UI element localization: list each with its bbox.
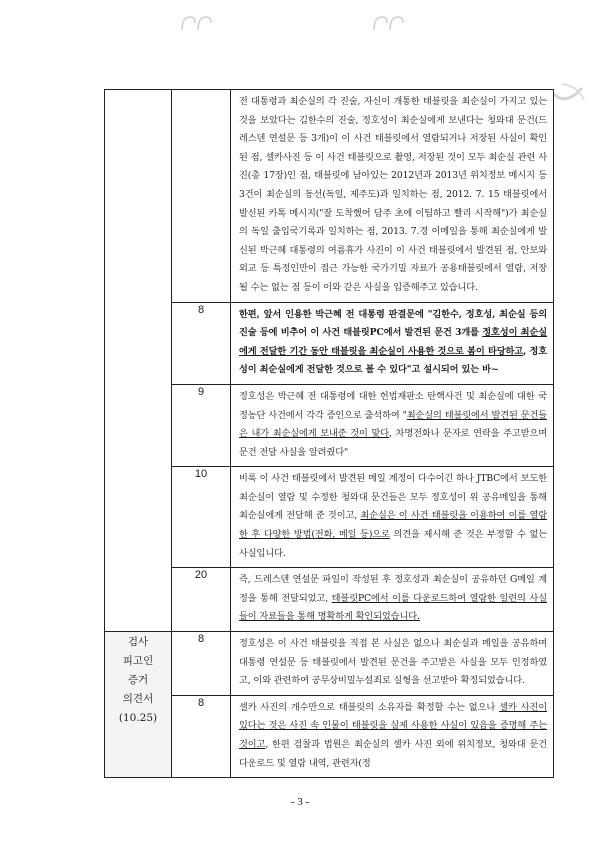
page-ref-cell xyxy=(172,90,231,303)
section-label-line: (10.25) xyxy=(118,712,158,725)
page-number: - 3 - xyxy=(290,796,310,808)
excerpt-cell xyxy=(231,384,554,466)
binder-hole-left xyxy=(178,14,214,32)
excerpt-cell xyxy=(231,632,554,696)
section-label-line: 검사 xyxy=(127,636,149,649)
evidence-table xyxy=(104,89,554,778)
excerpt-cell xyxy=(231,90,554,303)
excerpt-text: 정호성이 최순실에게 전달한 기간 동안 태블릿을 최순실이 사용한 것으로 봄이 타당하고 xyxy=(239,327,547,357)
excerpt-text: , 정호성이 최순실에게 전달한 것으로 볼 수 있다"고 설시되어 있는 바~ xyxy=(239,345,547,376)
excerpt-text: 전 대통령과 최순실의 각 진술, 자신이 개통한 태블릿을 최순실이 가지고 있는 것을 보았다는 김한수의 진술, 정호성이 최순실에게 보낸다는 청와대 문건(드레스덴 연설문 등 3개)이 이 사건 태블릿에서 열람되거나 저장된 사실이 확인된 점, 셀카사진 등 이 사건 태블릿으로 촬영, 저장된 것이 모두 최순실 관련 사진(총 17장)인 점, 태블릿에 남아있는 2012년과 2013년 위치정보 메시지 등 3건이 최순실의 동선(독일, 제주도)과 일치하는 점, 2012. 7. 15 태블릿에서 발신된 카톡 메시지("잘 도착했어 담주 초에 이팀하고 빨리 시작해")가 최순실의 독일 출입국기록과 일치하는 점, 2013. 7.경 이메일을 통해 최순실에게 발신된 박근혜 대통령의 여름휴가 사진이 이 사건 태블릿에서 발견된 점, 안보와 외교 등 특정인만이 접근 가능한 국가기밀 자료가 공용태블릿에서 열람, 저장될 수는 없는 점 등이 이와 같은 사실을 입증해주고 있습니다. xyxy=(239,96,547,293)
page-ref-cell: 9 xyxy=(172,384,231,466)
table-row xyxy=(105,384,554,466)
excerpt-text: , 한편 검찰과 법원은 최순실의 셀카 사진 외에 위치정보, 청와대 문건 다운로드 및 열람 내역, 관련자(정 xyxy=(239,739,547,769)
excerpt-text: 비록 이 사건 태블릿에서 발견된 메일 계정이 다수이긴 하나 JTBC에서 보도한 최순실이 열람 및 수정한 청와대 문건들은 모두 정호성이 위 공유메일을 통해 최순실에게 전달해 준 것이고, xyxy=(239,473,547,522)
excerpt-text: 태블릿PC에서 이를 다운로드하여 열람한 일련의 사실들이 자료들을 통해 명확하게 확인되었습니다. xyxy=(239,592,547,623)
page-ref-cell: 8 xyxy=(172,302,231,384)
excerpt-text: 정호성은 박근혜 전 대통령에 대한 헌법재판소 탄핵사건 및 최순실에 대한 국정농단 사건에서 각각 증인으로 출석하여 " xyxy=(239,390,547,421)
page-ref-cell: 10 xyxy=(172,467,231,568)
section-label-line: 의견서 xyxy=(122,693,154,706)
excerpt-text: , 차명전화나 문자로 연락을 주고받으며 문건 전달 사실을 알려줬다" xyxy=(239,428,547,458)
table-row xyxy=(105,568,554,632)
page-ref-cell: 8 xyxy=(172,632,231,696)
excerpt-text: 한편, 앞서 인용한 박근혜 전 대통령 판결문에 "김한수, 정호성, 최순실 등의 진술 등에 비추어 이 사건 태블릿PC에서 발견된 문건 3개를 xyxy=(239,308,547,339)
excerpt-cell xyxy=(231,467,554,568)
excerpt-text: 최순실의 태블릿에서 발견된 문건들은 내가 최순실에게 보내준 것이 맞다 xyxy=(239,409,547,440)
page-ref-cell: 20 xyxy=(172,568,231,632)
excerpt-text: 정호성은 이 사건 태블릿을 직접 본 사실은 없으나 최순실과 메일을 공유하며 대통령 연설문 등 태블릿에서 발견된 문건을 주고받은 사실을 모두 인정하였고, 이와 관련하여 공무상비밀누설죄로 실형을 선고받아 확정되었습니다. xyxy=(239,638,547,687)
section-label xyxy=(105,632,172,778)
section-label-line: 피고인 xyxy=(122,655,154,668)
excerpt-text: 최순실은 이 사건 태블릿을 이용하여 이를 열람한 후 다양한 방법(전화, 메일 등)으로 xyxy=(239,510,548,541)
excerpt-text: 의견을 제시해 준 것은 부정할 수 없는 사실입니다. xyxy=(239,529,547,559)
excerpt-cell xyxy=(231,302,554,384)
excerpt-text: 즉, 드레스덴 연설문 파일이 작성된 후 정호성과 최순실이 공유하던 G메일 계정을 통해 전달되었고, xyxy=(239,574,547,604)
excerpt-cell xyxy=(231,568,554,632)
table-row xyxy=(105,695,554,777)
table-row xyxy=(105,302,554,384)
excerpt-text: 셀카 사진이 있다는 것은 사진 속 인물이 태블릿을 실제 사용한 사실이 있음을 증명해 주는 것이고 xyxy=(239,701,547,750)
section-label-line: 증거 xyxy=(127,674,149,687)
section-label-empty xyxy=(105,90,172,632)
binder-hole-right xyxy=(370,14,406,32)
excerpt-text: 셀카 사진의 개수만으로 태블릿의 소유자를 확정할 수는 없으나 xyxy=(239,701,500,713)
page-ref-cell: 8 xyxy=(172,695,231,777)
stamp-mark-icon xyxy=(548,80,588,120)
table-row xyxy=(105,467,554,568)
table-row xyxy=(105,632,554,696)
table-row xyxy=(105,90,554,303)
excerpt-cell xyxy=(231,695,554,777)
